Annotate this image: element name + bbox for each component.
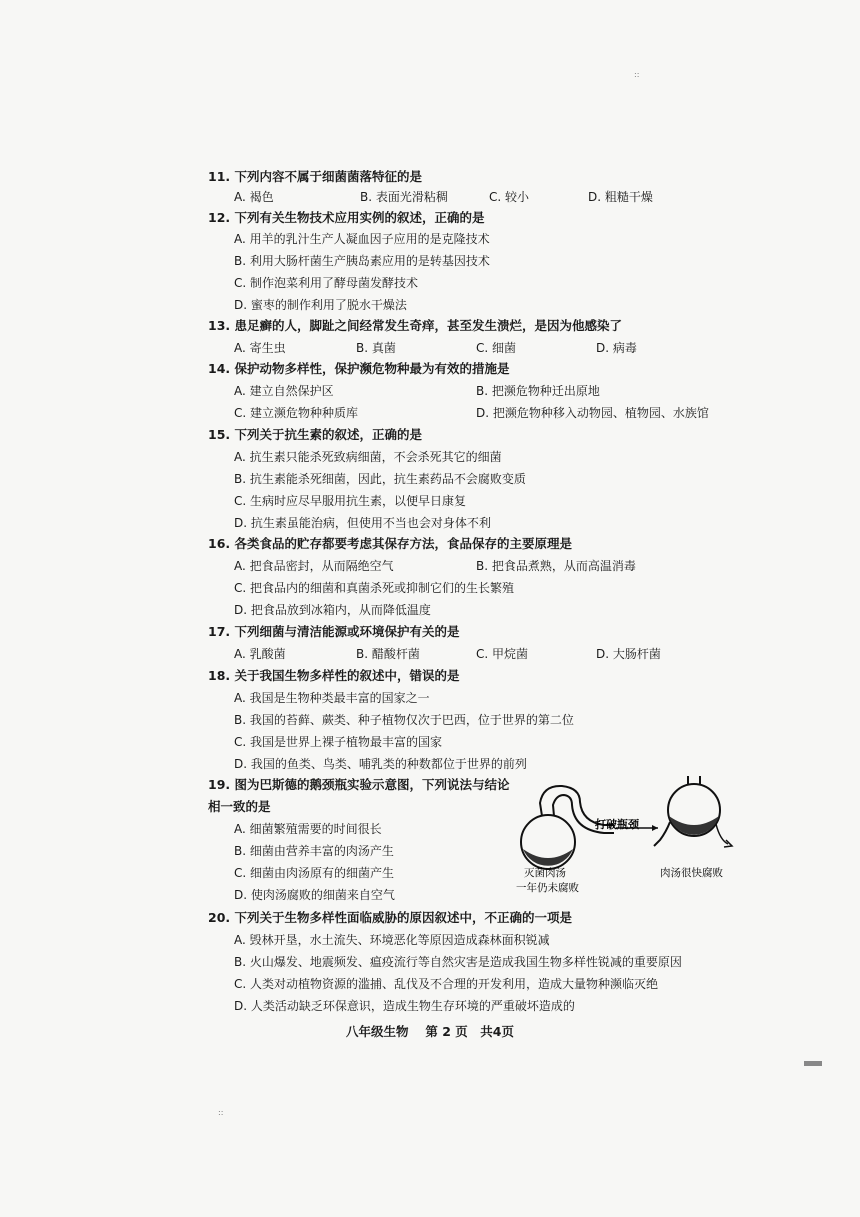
- option-d: D. 粗糙干燥: [588, 190, 653, 204]
- question-stem: 11. 下列内容不属于细菌菌落特征的是: [208, 169, 422, 184]
- question-stem: 13. 患足癣的人，脚趾之间经常发生奇痒，甚至发生溃烂，是因为他感染了: [208, 318, 622, 333]
- page-footer: 八年级生物 第 2 页 共4页: [346, 1024, 514, 1039]
- option-b: B. 我国的苔藓、蕨类、种子植物仅次于巴西，位于世界的第二位: [234, 713, 574, 727]
- option-b: B. 表面光滑粘稠: [360, 190, 448, 204]
- question-stem-continued: 相一致的是: [208, 799, 271, 814]
- question-stem: 17. 下列细菌与清洁能源或环境保护有关的是: [208, 624, 460, 639]
- question-stem: 16. 各类食品的贮存都要考虑其保存方法，食品保存的主要原理是: [208, 536, 572, 551]
- question-11: [208, 169, 422, 185]
- option-c: C. 甲烷菌: [476, 647, 529, 661]
- option-c: C. 制作泡菜利用了酵母菌发酵技术: [234, 276, 419, 290]
- scan-speck: ::: [218, 1108, 224, 1117]
- option-a: A. 用羊的乳汁生产人凝血因子应用的是克隆技术: [234, 232, 490, 246]
- question-stem: 14. 保护动物多样性，保护濒危物种最为有效的措施是: [208, 361, 510, 376]
- option-b: B. 把濒危物种迁出原地: [476, 384, 600, 398]
- option-a: A. 细菌繁殖需要的时间很长: [234, 822, 382, 836]
- question-18: [208, 668, 460, 684]
- question-14: [208, 361, 510, 377]
- question-stem: 12. 下列有关生物技术应用实例的叙述，正确的是: [208, 210, 485, 225]
- scan-edge-mark: [804, 1061, 822, 1066]
- option-b: B. 真菌: [356, 341, 396, 355]
- option-b: B. 把食品煮熟，从而高温消毒: [476, 559, 636, 573]
- question-stem: 19. 图为巴斯德的鹅颈瓶实验示意图，下列说法与结论: [208, 777, 510, 792]
- question-stem: 18. 关于我国生物多样性的叙述中，错误的是: [208, 668, 460, 683]
- option-d: D. 抗生素虽能治病，但使用不当也会对身体不利: [234, 516, 491, 530]
- option-b: B. 细菌由营养丰富的肉汤产生: [234, 844, 394, 858]
- option-c: C. 建立濒危物种种质库: [234, 406, 359, 420]
- option-a: A. 把食品密封，从而隔绝空气: [234, 559, 394, 573]
- right-flask-caption: 肉汤很快腐败: [660, 867, 723, 879]
- option-d: D. 我国的鱼类、鸟类、哺乳类的种数都位于世界的前列: [234, 757, 527, 771]
- question-stem: 15. 下列关于抗生素的叙述，正确的是: [208, 427, 422, 442]
- question-stem: 20. 下列关于生物多样性面临威胁的原因叙述中，不正确的一项是: [208, 910, 572, 925]
- option-b: B. 抗生素能杀死细菌，因此，抗生素药品不会腐败变质: [234, 472, 526, 486]
- scan-speck: ::: [634, 70, 640, 79]
- option-d: D. 人类活动缺乏环保意识，造成生物生存环境的严重破坏造成的: [234, 999, 575, 1013]
- left-flask-caption-1: 灭菌肉汤: [524, 867, 566, 879]
- option-c: C. 我国是世界上裸子植物最丰富的国家: [234, 735, 443, 749]
- option-b: B. 醋酸杆菌: [356, 647, 420, 661]
- option-d: D. 把濒危物种移入动物园、植物园、水族馆: [476, 406, 709, 420]
- option-a: A. 寄生虫: [234, 341, 286, 355]
- option-a: A. 乳酸菌: [234, 647, 286, 661]
- option-d: D. 大肠杆菌: [596, 647, 661, 661]
- option-a: A. 建立自然保护区: [234, 384, 334, 398]
- option-c: C. 把食品内的细菌和真菌杀死或抑制它们的生长繁殖: [234, 581, 515, 595]
- question-13: [208, 318, 622, 334]
- question-15: [208, 427, 422, 443]
- option-a: A. 毁林开垦，水土流失、环境恶化等原因造成森林面积锐减: [234, 933, 550, 947]
- option-c: C. 较小: [489, 190, 530, 204]
- option-d: D. 蜜枣的制作利用了脱水干燥法: [234, 298, 407, 312]
- swan-neck-flask-figure: [510, 770, 750, 900]
- question-12: [208, 210, 485, 226]
- option-b: B. 利用大肠杆菌生产胰岛素应用的是转基因技术: [234, 254, 490, 268]
- option-d: D. 病毒: [596, 341, 637, 355]
- option-c: C. 细菌由肉汤原有的细菌产生: [234, 866, 395, 880]
- option-a: A. 我国是生物种类最丰富的国家之一: [234, 691, 430, 705]
- option-b: B. 火山爆发、地震频发、瘟疫流行等自然灾害是造成我国生物多样性锐减的重要原因: [234, 955, 682, 969]
- question-19: [208, 777, 510, 793]
- option-c: C. 生病时应尽早服用抗生素，以便早日康复: [234, 494, 467, 508]
- arrow-label: 打破瓶颈: [595, 818, 639, 831]
- option-d: D. 把食品放到冰箱内，从而降低温度: [234, 603, 431, 617]
- broken-flask-icon: [654, 776, 732, 847]
- option-c: C. 细菌: [476, 341, 517, 355]
- question-16: [208, 536, 572, 552]
- option-d: D. 使肉汤腐败的细菌来自空气: [234, 888, 395, 902]
- question-20: [208, 910, 572, 926]
- option-a: A. 褐色: [234, 190, 274, 204]
- left-flask-caption-2: 一年仍未腐败: [516, 882, 579, 894]
- option-a: A. 抗生素只能杀死致病细菌，不会杀死其它的细菌: [234, 450, 502, 464]
- option-c: C. 人类对动植物资源的滥捕、乱伐及不合理的开发利用，造成大量物种濒临灭绝: [234, 977, 659, 991]
- question-17: [208, 624, 460, 640]
